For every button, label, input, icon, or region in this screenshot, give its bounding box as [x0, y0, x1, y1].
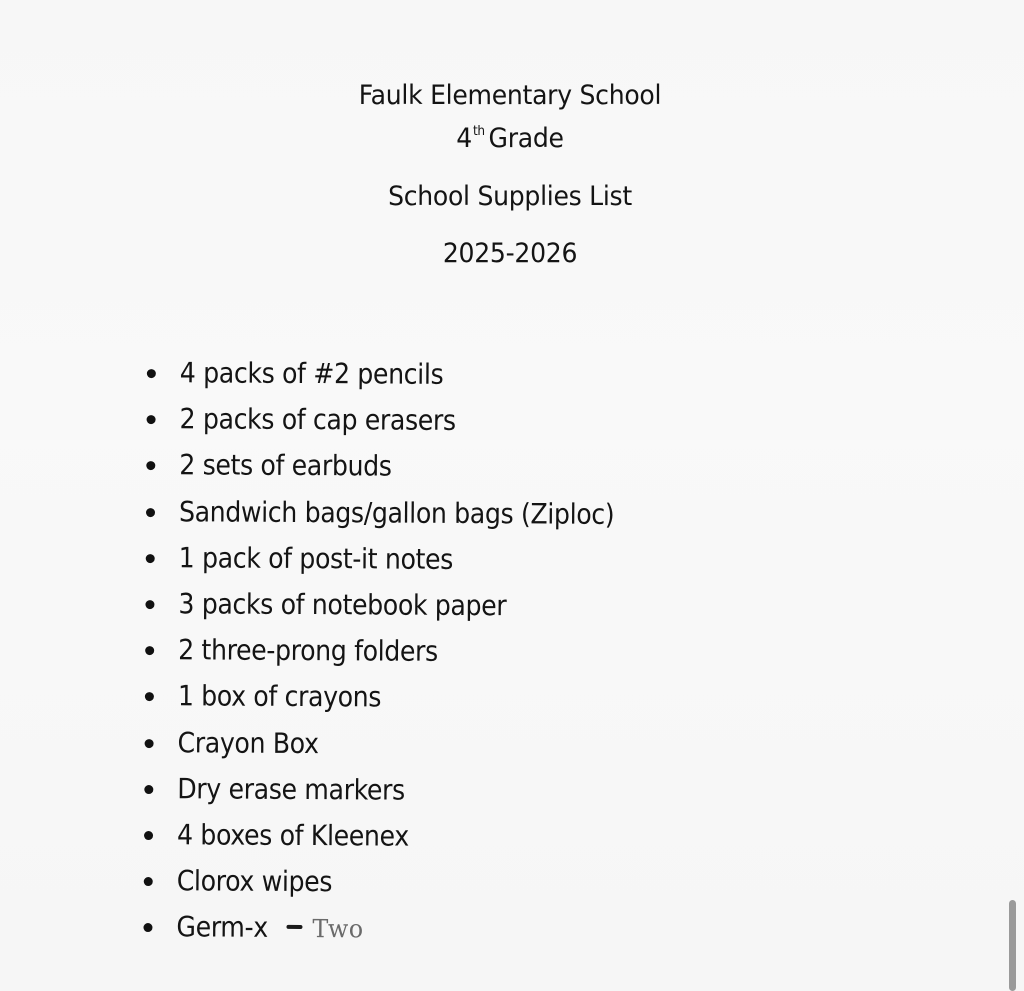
grade-number: 4: [456, 123, 473, 154]
list-item: [137, 858, 777, 908]
list-item-text: Crayon Box: [177, 725, 319, 760]
list-item-text: Dry erase markers: [177, 771, 405, 807]
bullet-icon: [145, 600, 154, 609]
list-item: [139, 535, 779, 585]
list-item-germ-x: [136, 904, 776, 954]
list-item: [137, 812, 777, 862]
bullet-icon: [144, 831, 153, 840]
list-item: [139, 396, 779, 446]
list-item: [139, 442, 779, 492]
list-title: School Supplies List: [388, 181, 632, 212]
list-item: [139, 489, 779, 539]
list-item-text: Sandwich bags/gallon bags (Ziploc): [178, 494, 615, 531]
scrollbar-thumb[interactable]: [1009, 900, 1016, 991]
bullet-icon: [147, 415, 156, 424]
list-item-text: Germ-x: [176, 910, 268, 945]
bullet-icon: [143, 923, 152, 932]
dash-mark: [286, 925, 302, 929]
list-item-text: 4 boxes of Kleenex: [176, 818, 409, 853]
bullet-icon: [146, 508, 155, 517]
bullet-icon: [145, 692, 154, 701]
list-item-text: 4 packs of #2 pencils: [179, 356, 444, 391]
school-name: Faulk Elementary School: [358, 80, 662, 111]
grade-suffix: th: [472, 124, 485, 139]
list-item-text: 2 packs of cap erasers: [179, 402, 456, 438]
list-item-text: 1 box of crayons: [177, 679, 382, 714]
bullet-icon: [146, 461, 155, 470]
list-item: [138, 673, 778, 723]
bullet-icon: [144, 785, 153, 794]
grade-heading: [315, 123, 706, 160]
list-item: [138, 581, 778, 631]
bullet-icon: [146, 554, 155, 563]
bullet-icon: [145, 739, 154, 748]
list-item-text: 1 pack of post-it notes: [178, 540, 454, 576]
bullet-icon: [145, 646, 154, 655]
school-year: 2025-2026: [442, 238, 578, 269]
list-item-text: 2 three-prong folders: [178, 633, 438, 668]
supplies-list: [136, 350, 780, 954]
list-item: [137, 719, 777, 769]
list-item-text: 2 sets of earbuds: [179, 448, 392, 483]
bullet-icon: [147, 369, 156, 378]
handwritten-note: Two: [311, 914, 364, 944]
grade-word: Grade: [488, 123, 564, 154]
list-item-text: 3 packs of notebook paper: [178, 587, 507, 623]
list-item: [140, 350, 780, 400]
list-item: [137, 766, 777, 816]
list-item: [138, 627, 778, 677]
scrollbar[interactable]: [1002, 0, 1024, 991]
bullet-icon: [144, 877, 153, 886]
list-item-text: Clorox wipes: [176, 864, 333, 899]
